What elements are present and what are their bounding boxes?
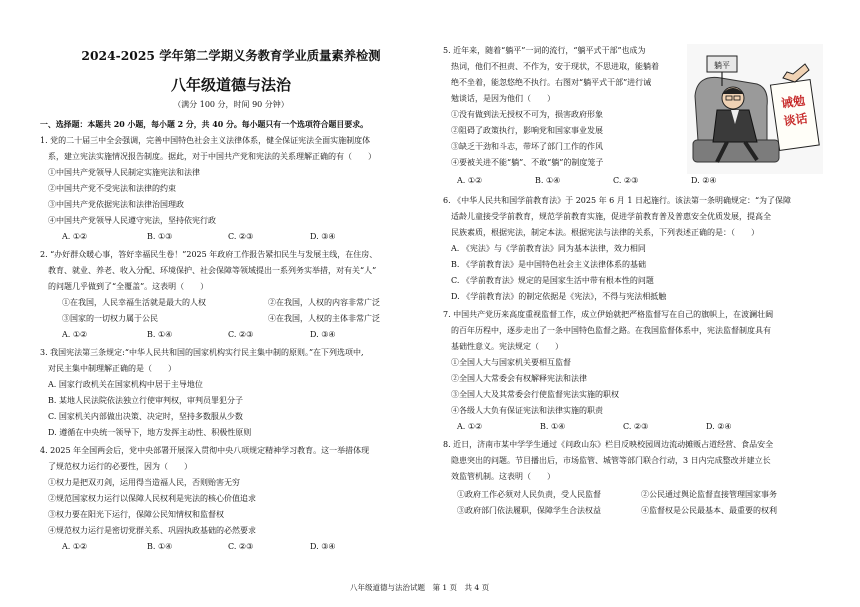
q7-item: ②全国人大常委会有权解释宪法和法律 xyxy=(451,374,587,383)
q1-item: ②中国共产党不受宪法和法律的约束 xyxy=(48,184,176,193)
q5-choice-c[interactable]: C. ②③ xyxy=(613,176,639,185)
q7-item: ④各级人大负有保证宪法和法律实施的职责 xyxy=(451,406,603,415)
q2-stem-line: 2. “办好群众暖心事，答好幸福民生卷！”2025 年政府工作报告紧扣民生与发展主线，在住房、 xyxy=(40,250,378,259)
q4-item: ①权力是把双刃剑，运用得当造福人民，否则贻害无穷 xyxy=(48,478,240,487)
q4-stem-line: 4. 2025 年全国两会后，党中央部署开展深入贯彻中央八项规定精神学习教育。这一举措体现 xyxy=(40,446,370,455)
q3-choice-c[interactable]: C. 国家机关内部做出决策、决定时，坚持多数服从少数 xyxy=(48,412,243,421)
q3-stem-line: 对民主集中制理解正确的是（ ） xyxy=(48,364,176,373)
q5-item: ④要被关进不能“躺”、不敢“躺”的制度笼子 xyxy=(451,158,604,167)
q7-choice-c[interactable]: C. ②③ xyxy=(623,422,649,431)
q5-choice-a[interactable]: A. ①② xyxy=(457,176,483,185)
q2-item: ①在我国，人民幸福生活就是最大的人权 xyxy=(62,298,206,307)
q4-choice-c[interactable]: C. ②③ xyxy=(228,542,254,551)
q5-stem-line: 5. 近年来，随着“躺平”一词的流行，“躺平式干部”也成为 xyxy=(443,46,646,55)
q1-stem-line: 1. 党的二十届三中全会强调，完善中国特色社会主义法律体系，健全保证宪法全面实施制度体 xyxy=(40,136,371,145)
q5-cartoon-illustration xyxy=(687,44,823,174)
q1-choice-c[interactable]: C. ②③ xyxy=(228,232,254,241)
q2-item: ③国家的一切权力属于公民 xyxy=(62,314,158,323)
q2-choice-b[interactable]: B. ①④ xyxy=(147,330,173,339)
q7-stem-line: 的百年历程中，逐步走出了一条中国特色监督之路。在我国监督体系中，宪法监督制度具有 xyxy=(451,326,771,335)
q2-item: ④在我国，人权的主体非常广泛 xyxy=(268,314,380,323)
q1-choice-d[interactable]: D. ③④ xyxy=(310,232,336,241)
exam-info: （满分 100 分，时间 90 分钟） xyxy=(173,100,289,109)
page-footer: 八年级道德与法治试题 第 1 页 共 4 页 xyxy=(350,583,490,592)
q4-stem-line: 了规范权力运行的必要性，因为（ ） xyxy=(48,462,192,471)
q1-stem-line: 系，建立宪法实施情况报告制度。据此，对于中国共产党和宪法的关系理解正确的有（ ） xyxy=(48,152,376,161)
q5-stem-line: 勉谈话，是因为他们（ ） xyxy=(451,94,555,103)
section-heading: 一、选择题：本题共 20 小题，每小题 2 分，共 40 分。每小题只有一个选项符合题目要求。 xyxy=(40,120,368,129)
q5-item: ③缺乏干劲和斗志，带坏了部门工作的作风 xyxy=(451,142,603,151)
q7-stem-line: 基础性意义。宪法规定（ ） xyxy=(451,342,563,351)
sign-text: 躺平 xyxy=(714,61,730,70)
q3-choice-a[interactable]: A. 国家行政机关在国家机构中居于主导地位 xyxy=(48,380,203,389)
q4-item: ③权力要在阳光下运行，保障公民知情权和监督权 xyxy=(48,510,224,519)
q7-choice-a[interactable]: A. ①② xyxy=(457,422,483,431)
q4-choice-d[interactable]: D. ③④ xyxy=(310,542,336,551)
q7-stem-line: 7. 中国共产党历来高度重视监督工作，成立伊始就把严格监督写在自己的旗帜上，在波澜壮阔 xyxy=(443,310,774,319)
q8-stem-line: 效监管机制。这表明（ ） xyxy=(451,472,555,481)
q6-choice-d[interactable]: D. 《学前教育法》的制定依据是《宪法》，不得与宪法相抵触 xyxy=(451,292,667,301)
q7-item: ③全国人大及其常委会行使监督宪法实施的职权 xyxy=(451,390,619,399)
q1-item: ③中国共产党依据宪法和法律治国理政 xyxy=(48,200,184,209)
q6-stem-line: 适龄儿童接受学前教育，规范学前教育实施，促进学前教育普及普惠安全优质发展，提高全 xyxy=(451,212,771,221)
q1-item: ④中国共产党领导人民遵守宪法，坚持依宪行政 xyxy=(48,216,216,225)
q7-item: ①全国人大与国家机关要相互监督 xyxy=(451,358,571,367)
q8-item: ④监督权是公民最基本、最重要的权利 xyxy=(641,506,777,515)
q8-item: ③政府部门依法履职，保障学生合法权益 xyxy=(457,506,601,515)
banner-group xyxy=(770,80,819,151)
q6-choice-b[interactable]: B. 《学前教育法》是中国特色社会主义法律体系的基础 xyxy=(451,260,646,269)
q7-choice-b[interactable]: B. ①④ xyxy=(540,422,566,431)
q3-stem-line: 3. 我国宪法第三条规定:“中华人民共和国的国家机构实行民主集中制的原则。”在下列选项中, xyxy=(40,348,364,357)
sofa-base xyxy=(693,140,779,162)
q5-stem-line: 热词，他们不担责、不作为，安于现状，不思进取，能躺着 xyxy=(451,62,659,71)
q6-stem-line: 6. 《中华人民共和国学前教育法》于 2025 年 6 月 1 日起施行。该法第一条明确规定：“为了保障 xyxy=(443,196,792,205)
q8-stem-line: 隐患突出的问题。节目播出后，市场监管、城管等部门联合行动，3 日内完成整改并建立长 xyxy=(451,456,771,465)
q4-item: ④规范权力运行是密切党群关系、巩固执政基础的必然要求 xyxy=(48,526,256,535)
q8-item: ②公民通过舆论监督直接管理国家事务 xyxy=(641,490,777,499)
q5-stem-line: 绝不坐着，能忽悠绝不执行。右图对“躺平式干部”进行诫 xyxy=(451,78,652,87)
q8-stem-line: 8. 近日，济南市某中学学生通过《问政山东》栏目反映校园周边流动摊贩占道经营、食品安全 xyxy=(443,440,774,449)
q4-choice-b[interactable]: B. ①④ xyxy=(147,542,173,551)
banner-text-line1: 诫勉 xyxy=(780,93,806,111)
q5-item: ①没有做到法无授权不可为，损害政府形象 xyxy=(451,110,603,119)
q6-choice-c[interactable]: C. 《学前教育法》规定的是国家生活中带有根本性的问题 xyxy=(451,276,654,285)
exam-title: 2024-2025 学年第二学期义务教育学业质量素养检测 xyxy=(81,48,381,63)
q2-stem-line: 教育、就业、养老、收入分配、环境保护、社会保障等领域提出一系列务实举措，对有关“人” xyxy=(48,266,377,275)
q2-stem-line: 的问题几乎做到了“全覆盖”。这表明（ ） xyxy=(48,282,209,291)
q5-choice-d[interactable]: D. ②④ xyxy=(691,176,717,185)
q2-choice-a[interactable]: A. ①② xyxy=(62,330,88,339)
banner-text-line2: 谈话 xyxy=(782,111,809,129)
q1-choice-a[interactable]: A. ①② xyxy=(62,232,88,241)
q7-choice-d[interactable]: D. ②④ xyxy=(706,422,732,431)
q5-item: ②阻碍了政策执行，影响党和国家事业发展 xyxy=(451,126,603,135)
q6-stem-line: 民族素质，根据宪法，制定本法。根据宪法与法律的关系，下列表述正确的是：（ ） xyxy=(451,228,759,237)
q4-item: ②规范国家权力运行以保障人民权利是宪法的核心价值追求 xyxy=(48,494,256,503)
q6-choice-a[interactable]: A. 《宪法》与《学前教育法》同为基本法律，效力相同 xyxy=(451,244,646,253)
exam-subject: 八年级道德与法治 xyxy=(170,76,291,94)
q5-choice-b[interactable]: B. ①④ xyxy=(535,176,561,185)
q8-item: ①政府工作必须对人民负责，受人民监督 xyxy=(457,490,601,499)
q2-choice-d[interactable]: D. ③④ xyxy=(310,330,336,339)
q3-choice-d[interactable]: D. 遵循在中央统一领导下，地方发挥主动性、积极性原则 xyxy=(48,428,252,437)
q2-choice-c[interactable]: C. ②③ xyxy=(228,330,254,339)
q2-item: ②在我国，人权的内容非常广泛 xyxy=(268,298,380,307)
q4-choice-a[interactable]: A. ①② xyxy=(62,542,88,551)
q1-item: ①中国共产党领导人民制定实施宪法和法律 xyxy=(48,168,200,177)
q3-choice-b[interactable]: B. 某地人民法院依法独立行使审判权，审判员罪犯分子 xyxy=(48,396,243,405)
q1-choice-b[interactable]: B. ①③ xyxy=(147,232,173,241)
